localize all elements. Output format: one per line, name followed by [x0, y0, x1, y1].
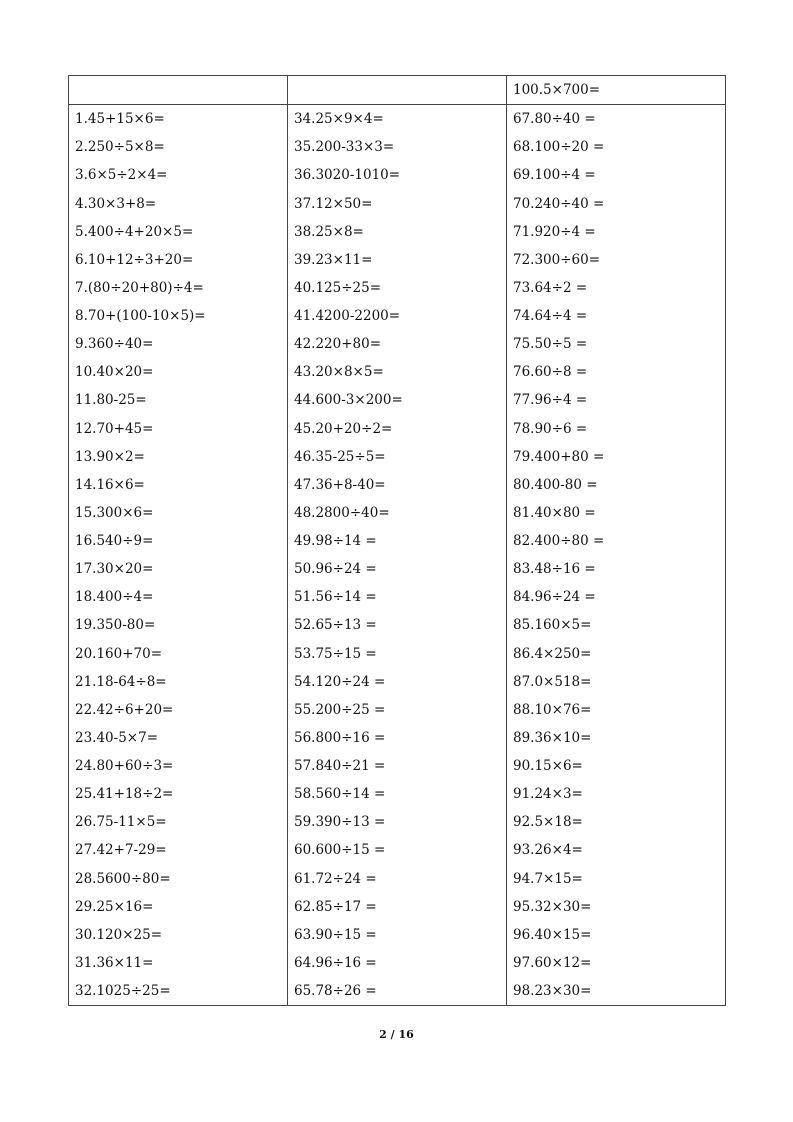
- problem-item: 1.45+15×6=: [75, 111, 165, 128]
- problem-item: 40.125÷25=: [294, 279, 382, 296]
- problem-item: 19.350-80=: [75, 617, 156, 634]
- problem-column-3: [507, 105, 726, 1006]
- problem-item: 25.41+18÷2=: [75, 786, 174, 803]
- problem-item: 54.120÷24 =: [294, 673, 386, 690]
- table-header-row: [69, 76, 726, 105]
- problem-item: 56.800÷16 =: [294, 729, 386, 746]
- problem-item: 12.70+45=: [75, 420, 154, 437]
- problem-item: 41.4200-2200=: [294, 308, 401, 324]
- problem-item: 23.40-5×7=: [75, 729, 159, 746]
- problem-item: 14.16×6=: [75, 476, 145, 493]
- problem-item: 48.2800÷40=: [294, 504, 390, 521]
- header-cell-3: [507, 76, 726, 105]
- problem-item: 49.98÷14 =: [294, 533, 377, 549]
- problem-item: 28.5600÷80=: [75, 870, 171, 887]
- problem-item: 32.1025÷25=: [75, 983, 171, 999]
- problem-item: 55.200÷25 =: [294, 701, 386, 718]
- problem-item: 68.100÷20 =: [513, 139, 605, 156]
- problem-item: 10.40×20=: [75, 364, 154, 381]
- problem-item: 98.23×30=: [513, 983, 592, 999]
- problem-column-2: [288, 105, 507, 1006]
- header-cell-text: 100.5×700=: [513, 82, 601, 98]
- problem-item: 91.24×3=: [513, 786, 583, 803]
- header-cell-text: [294, 76, 506, 104]
- problem-column-1: [69, 105, 288, 1006]
- problem-item: 73.64÷2 =: [513, 279, 588, 296]
- problem-item: 45.20+20÷2=: [294, 420, 393, 437]
- problem-item: 13.90×2=: [75, 448, 145, 465]
- problem-item: 21.18-64÷8=: [75, 673, 167, 690]
- problem-item: 11.80-25=: [75, 392, 147, 409]
- problem-item: 29.25×16=: [75, 898, 154, 915]
- problem-item: 31.36×11=: [75, 954, 154, 971]
- problem-item: 17.30×20=: [75, 561, 154, 578]
- problem-item: 6.10+12÷3+20=: [75, 251, 194, 268]
- problem-item: 65.78÷26 =: [294, 983, 377, 999]
- problem-table: [68, 75, 726, 1006]
- problem-item: 34.25×9×4=: [294, 111, 384, 128]
- problem-item: 51.56÷14 =: [294, 589, 377, 606]
- problem-item: 92.5×18=: [513, 814, 583, 831]
- problem-item: 89.36×10=: [513, 729, 592, 746]
- problem-item: 86.4×250=: [513, 645, 592, 662]
- problem-item: 77.96÷4 =: [513, 392, 588, 409]
- problem-item: 16.540÷9=: [75, 533, 154, 549]
- problem-item: 96.40×15=: [513, 926, 592, 943]
- problem-item: 76.60÷8 =: [513, 364, 588, 381]
- problem-item: 38.25×8=: [294, 223, 364, 240]
- problem-item: 15.300×6=: [75, 504, 154, 521]
- problem-item: 39.23×11=: [294, 251, 373, 268]
- header-cell-2: [288, 76, 507, 105]
- problem-item: 83.48÷16 =: [513, 561, 596, 578]
- problem-item: 72.300÷60=: [513, 251, 601, 268]
- problem-item: 79.400+80 =: [513, 448, 605, 465]
- problem-item: 47.36+8-40=: [294, 476, 386, 493]
- problem-item: 27.42+7-29=: [75, 842, 167, 859]
- problem-item: 2.250÷5×8=: [75, 139, 165, 156]
- problem-item: 18.400÷4=: [75, 589, 154, 606]
- problem-item: 22.42÷6+20=: [75, 701, 174, 718]
- problem-item: 95.32×30=: [513, 898, 592, 915]
- problem-item: 46.35-25÷5=: [294, 448, 386, 465]
- worksheet: [68, 75, 725, 1006]
- problem-item: 58.560÷14 =: [294, 786, 386, 803]
- problem-item: 75.50÷5 =: [513, 336, 588, 353]
- problem-item: 52.65÷13 =: [294, 617, 377, 634]
- problem-item: 88.10×76=: [513, 701, 592, 718]
- problem-item: 70.240÷40 =: [513, 195, 605, 212]
- problem-item: 69.100÷4 =: [513, 167, 596, 184]
- problem-item: 80.400-80 =: [513, 476, 598, 493]
- problem-item: 64.96÷16 =: [294, 954, 377, 971]
- problem-item: 85.160×5=: [513, 617, 592, 634]
- problem-item: 42.220+80=: [294, 336, 382, 353]
- problem-body-row: [69, 105, 726, 1006]
- problem-item: 71.920÷4 =: [513, 223, 596, 240]
- problem-item: 60.600÷15 =: [294, 842, 386, 859]
- problem-item: 7.(80÷20+80)÷4=: [75, 279, 204, 296]
- problem-item: 84.96÷24 =: [513, 589, 596, 606]
- page-number: 2 / 16: [379, 1028, 414, 1041]
- header-cell-1: [69, 76, 288, 105]
- problem-item: 50.96÷24 =: [294, 561, 377, 578]
- problem-item: 93.26×4=: [513, 842, 583, 859]
- problem-item: 78.90÷6 =: [513, 420, 588, 437]
- problem-item: 53.75÷15 =: [294, 645, 377, 662]
- problem-item: 5.400÷4+20×5=: [75, 223, 194, 240]
- problem-item: 74.64÷4 =: [513, 308, 588, 324]
- problem-item: 63.90÷15 =: [294, 926, 377, 943]
- problem-item: 90.15×6=: [513, 758, 583, 774]
- problem-item: 26.75-11×5=: [75, 814, 167, 831]
- problem-item: 97.60×12=: [513, 954, 592, 971]
- problem-item: 37.12×50=: [294, 195, 373, 212]
- problem-item: 43.20×8×5=: [294, 364, 384, 381]
- problem-item: 8.70+(100-10×5)=: [75, 308, 206, 324]
- problem-item: 62.85÷17 =: [294, 898, 377, 915]
- problem-item: 30.120×25=: [75, 926, 163, 943]
- header-cell-text: [75, 76, 287, 104]
- problem-item: 61.72÷24 =: [294, 870, 377, 887]
- problem-item: 4.30×3+8=: [75, 195, 157, 212]
- problem-item: 87.0×518=: [513, 673, 592, 690]
- problem-item: 3.6×5÷2×4=: [75, 167, 168, 184]
- problem-item: 94.7×15=: [513, 870, 583, 887]
- problem-item: 81.40×80 =: [513, 504, 596, 521]
- problem-item: 82.400÷80 =: [513, 533, 605, 549]
- problem-item: 67.80÷40 =: [513, 111, 596, 128]
- problem-item: 24.80+60÷3=: [75, 758, 174, 774]
- problem-item: 59.390÷13 =: [294, 814, 386, 831]
- problem-item: 35.200-33×3=: [294, 139, 395, 156]
- problem-item: 9.360÷40=: [75, 336, 154, 353]
- problem-item: 36.3020-1010=: [294, 167, 401, 184]
- problem-item: 20.160+70=: [75, 645, 163, 662]
- problem-item: 44.600-3×200=: [294, 392, 403, 409]
- problem-item: 57.840÷21 =: [294, 758, 386, 774]
